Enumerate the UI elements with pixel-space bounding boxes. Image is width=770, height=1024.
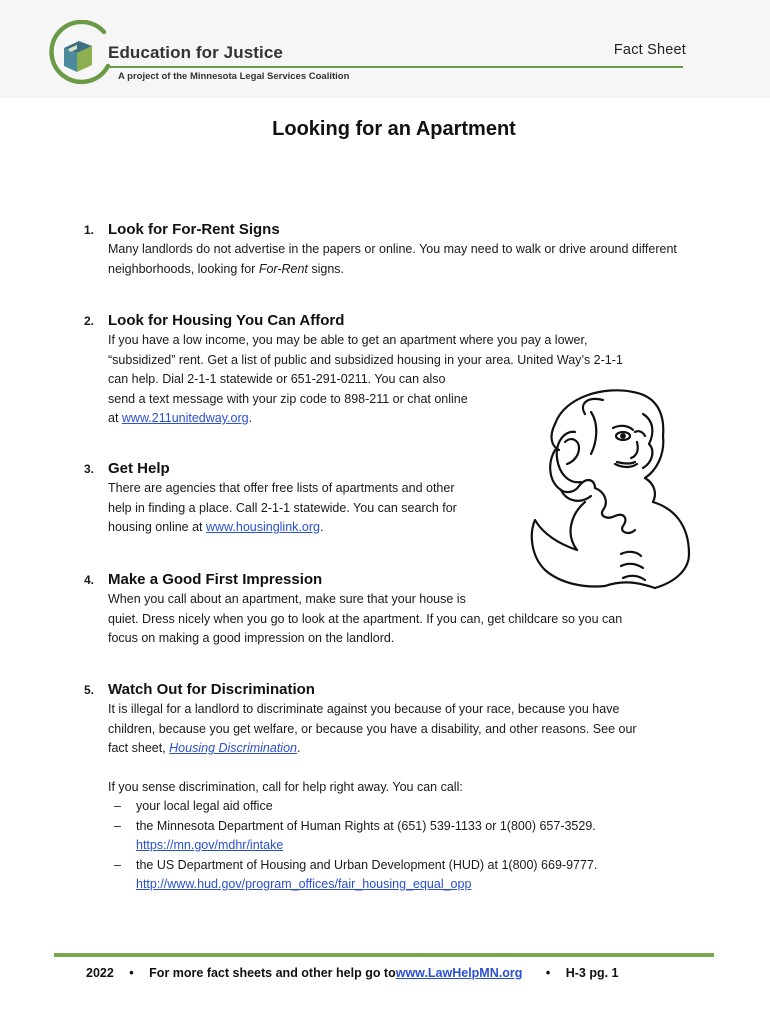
logo-icon [44, 20, 114, 90]
section-body [108, 479, 524, 538]
link-hud[interactable]: http://www.hud.gov/program_offices/fair_housing_equal_opp [136, 877, 472, 891]
body-line: There are agencies that offer free lists of apartments and other [108, 481, 455, 495]
dash-bullet: – [114, 818, 121, 833]
call-intro: If you sense discrimination, call for help right away. You can call: [108, 779, 463, 794]
body-text: signs. [307, 261, 345, 276]
body-line: send a text message with your zip code to 898-211 or chat online [108, 391, 468, 406]
body-line: It is illegal for a landlord to discriminate against you because of your race, because you have [108, 702, 620, 716]
section-body [108, 240, 704, 279]
body-line: focus on making a good impression on the landlord. [108, 631, 395, 645]
footer-divider [54, 953, 714, 957]
body-line: quiet. Dress nicely when you go to look at the apartment. If you can, get childcare so you can [108, 611, 623, 626]
section-1 [84, 220, 704, 279]
emphasis-text: For-Rent [258, 261, 308, 276]
page-header [0, 0, 770, 98]
footer-page-number: H-3 pg. 1 [565, 966, 619, 980]
body-line: When you call about an apartment, make sure that your house is [108, 592, 466, 606]
brand-divider [108, 66, 683, 68]
doc-type-label: Fact Sheet [613, 42, 686, 58]
section-body [108, 590, 714, 649]
page-footer [86, 966, 666, 980]
section-heading: Make a Good First Impression [108, 571, 323, 588]
body-text: . [319, 520, 324, 534]
link-lawhelpmn[interactable]: www.LawHelpMN.org [395, 966, 523, 980]
list-item-text: the US Department of Housing and Urban Development (HUD) at 1(800) 669-9777. [136, 857, 598, 872]
section-body [108, 700, 714, 895]
section-number: 2. [84, 314, 95, 328]
page-title: Looking for an Apartment [272, 118, 516, 140]
list-item [84, 856, 714, 895]
bullet-separator-icon: • [129, 966, 134, 980]
body-line: children, because you get welfare, or because you have a disability, and other reasons. See our [108, 721, 637, 736]
section-number: 1. [84, 223, 95, 237]
footer-text: For more fact sheets and other help go to [149, 966, 396, 980]
section-heading: Look for For-Rent Signs [108, 221, 280, 238]
link-housinglink[interactable]: www.housinglink.org [206, 520, 320, 534]
body-line: can help. Dial 2-1-1 statewide or 651-291-0211. You can also [108, 372, 446, 386]
footer-year: 2022 [86, 966, 114, 980]
section-number: 4. [84, 573, 95, 587]
brand-tagline: A project of the Minnesota Legal Services Coalition [118, 71, 350, 82]
list-item-text: your local legal aid office [136, 799, 273, 813]
body-text: . [296, 741, 301, 755]
section-number: 5. [84, 683, 95, 697]
section-5 [84, 680, 714, 895]
body-line: If you have a low income, you may be able to get an apartment where you pay a lower, [108, 333, 588, 347]
woman-phone-illustration [525, 384, 695, 590]
contact-list [84, 797, 714, 895]
bullet-separator-icon: • [545, 966, 551, 980]
body-text: at [108, 411, 122, 425]
section-heading: Watch Out for Discrimination [108, 681, 315, 698]
body-text: Many landlords do not advertise in the papers or online. You may need to walk or drive around different neighborhoods, looking for [108, 242, 677, 276]
link-mn-mdhr[interactable]: https://mn.gov/mdhr/intake [136, 838, 284, 852]
body-text: housing online at [108, 520, 206, 534]
body-line: help in finding a place. Call 2-1-1 statewide. You can search for [108, 500, 457, 515]
body-line: “subsidized” rent. Get a list of public and subsidized housing in your area. United Way’s 2-1-1 [108, 352, 623, 367]
list-item [84, 797, 714, 817]
brand-name: Education for Justice [108, 43, 283, 62]
list-item-text: the Minnesota Department of Human Rights at (651) 539-1133 or 1(800) 657-3529. [136, 818, 596, 833]
dash-bullet: – [114, 857, 121, 872]
section-number: 3. [84, 462, 95, 476]
link-211unitedway[interactable]: www.211unitedway.org [121, 411, 249, 425]
section-heading: Get Help [108, 460, 170, 477]
body-text: fact sheet, [108, 741, 170, 755]
body-text: . [248, 411, 253, 425]
section-3 [84, 459, 524, 538]
link-housing-discrimination[interactable]: Housing Discrimination [169, 741, 297, 755]
list-item [84, 817, 714, 856]
dash-bullet: – [114, 799, 121, 813]
section-heading: Look for Housing You Can Afford [108, 312, 345, 329]
